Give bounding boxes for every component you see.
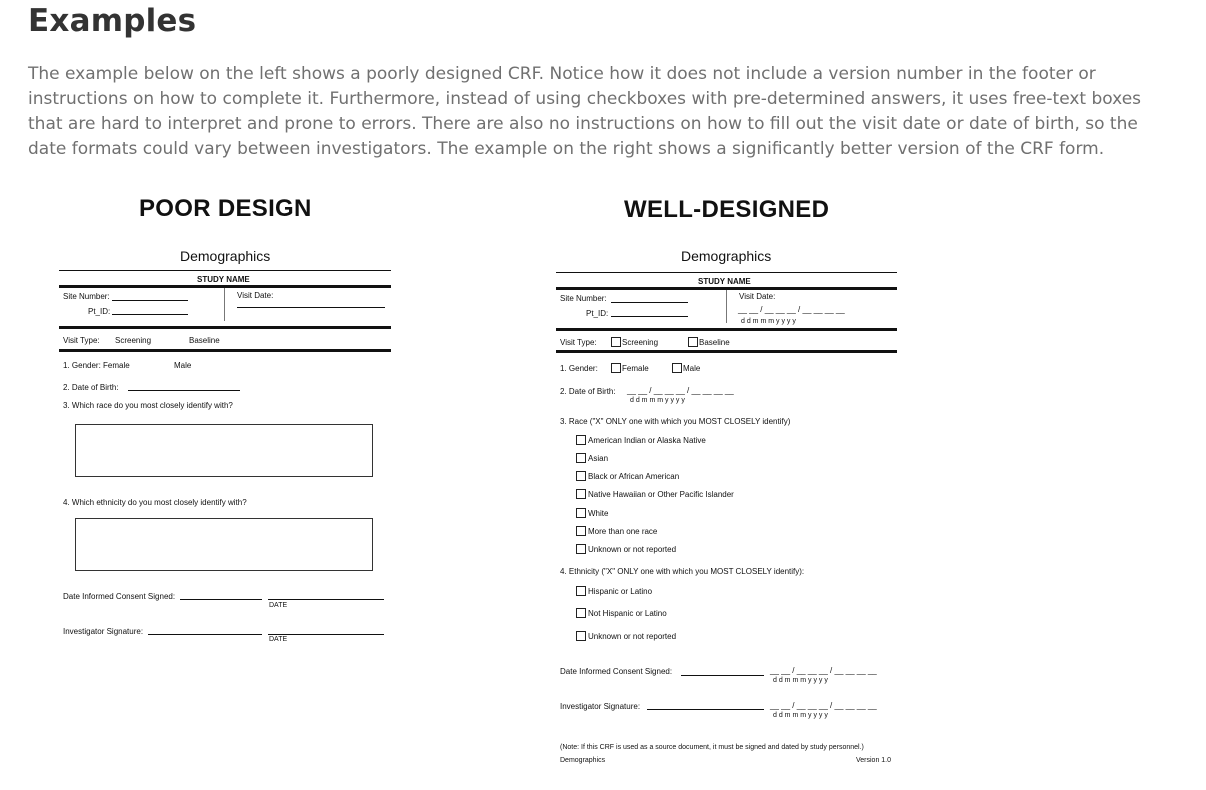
visit-type-label: Visit Type: bbox=[63, 336, 100, 345]
form-title: Demographics bbox=[681, 248, 772, 264]
poor-design-title: POOR DESIGN bbox=[139, 195, 312, 222]
study-name: STUDY NAME bbox=[197, 275, 250, 284]
visit-date-format: d d m m m y y y y bbox=[741, 318, 796, 325]
race-option: Black or African American bbox=[588, 472, 680, 481]
site-number-label: Site Number: bbox=[63, 292, 110, 301]
ethnicity-free-text-box[interactable] bbox=[75, 518, 373, 571]
race-checkbox[interactable] bbox=[576, 453, 586, 463]
race-option: American Indian or Alaska Native bbox=[588, 436, 706, 445]
q2-dob: 2. Date of Birth: bbox=[560, 387, 616, 396]
baseline-label: Baseline bbox=[699, 338, 730, 347]
race-checkbox[interactable] bbox=[576, 508, 586, 518]
study-name: STUDY NAME bbox=[698, 277, 751, 286]
race-checkbox[interactable] bbox=[576, 526, 586, 536]
male-checkbox[interactable] bbox=[672, 363, 682, 373]
site-number-label: Site Number: bbox=[560, 294, 607, 303]
form-title: Demographics bbox=[180, 248, 271, 264]
race-option: Asian bbox=[588, 454, 609, 463]
date-label: DATE bbox=[269, 636, 288, 643]
well-crf-form bbox=[554, 246, 900, 768]
q2-dob: 2. Date of Birth: bbox=[63, 383, 119, 392]
investigator-label: Investigator Signature: bbox=[560, 702, 641, 711]
well-designed-title: WELL-DESIGNED bbox=[624, 196, 830, 223]
ethnicity-option: Not Hispanic or Latino bbox=[588, 609, 667, 618]
footer-form-name: Demographics bbox=[560, 757, 606, 764]
date-label: DATE bbox=[269, 602, 288, 609]
race-option: White bbox=[588, 509, 609, 518]
female-label: Female bbox=[622, 364, 649, 373]
race-checkbox[interactable] bbox=[576, 435, 586, 445]
poor-crf-form bbox=[58, 245, 394, 650]
dob-blanks: __ __ / __ __ __ / __ __ __ __ bbox=[627, 386, 734, 395]
male-label: Male bbox=[174, 361, 192, 370]
ethnicity-checkbox[interactable] bbox=[576, 586, 586, 596]
screening-checkbox[interactable] bbox=[611, 337, 621, 347]
visit-date-label: Visit Date: bbox=[237, 291, 274, 300]
q1-gender: 1. Gender: bbox=[560, 364, 598, 373]
race-checkbox[interactable] bbox=[576, 544, 586, 554]
dob-format: d d m m m y y y y bbox=[630, 397, 685, 404]
ethnicity-checkbox[interactable] bbox=[576, 631, 586, 641]
race-checkbox[interactable] bbox=[576, 471, 586, 481]
source-document-note: (Note: If this CRF is used as a source document, it must be signed and dated by study personnel.) bbox=[560, 744, 864, 751]
consent-label: Date Informed Consent Signed: bbox=[560, 667, 673, 676]
race-checkbox[interactable] bbox=[576, 489, 586, 499]
q3-race: 3. Race ("X" ONLY one with which you MOST CLOSELY identify) bbox=[560, 417, 791, 426]
intro-paragraph: The example below on the left shows a poorly designed CRF. Notice how it does not include a version number in the footer or instructions on how to complete it. Furthermore, instead of using checkboxes with pre-determined answers, it uses free-text boxes that are hard to interpret and prone to errors. There are also no instructions on how to fill out the visit date or date of birth, so the date formats could vary between investigators. The example on the right shows a significantly better version of the CRF form. bbox=[28, 64, 1142, 159]
page-heading: Examples bbox=[28, 3, 197, 39]
female-checkbox[interactable] bbox=[611, 363, 621, 373]
investigator-date-format: d d m m m y y y y bbox=[773, 712, 828, 719]
q3-race: 3. Which race do you most closely identify with? bbox=[63, 401, 233, 410]
male-label: Male bbox=[683, 364, 701, 373]
ethnicity-checkbox[interactable] bbox=[576, 608, 586, 618]
q4-ethnicity: 4. Which ethnicity do you most closely identify with? bbox=[63, 498, 247, 507]
ethnicity-option: Hispanic or Latino bbox=[588, 587, 653, 596]
screening-label: Screening bbox=[115, 336, 152, 345]
investigator-label: Investigator Signature: bbox=[63, 627, 144, 636]
q1-gender: 1. Gender: Female bbox=[63, 361, 130, 370]
screening-label: Screening bbox=[622, 338, 659, 347]
visit-type-label: Visit Type: bbox=[560, 338, 597, 347]
consent-date-blanks: __ __ / __ __ __ / __ __ __ __ bbox=[770, 666, 877, 675]
baseline-checkbox[interactable] bbox=[688, 337, 698, 347]
baseline-label: Baseline bbox=[189, 336, 220, 345]
visit-date-blanks: __ __ / __ __ __ / __ __ __ __ bbox=[738, 305, 845, 314]
consent-date-format: d d m m m y y y y bbox=[773, 677, 828, 684]
race-option: More than one race bbox=[588, 527, 658, 536]
ethnicity-option: Unknown or not reported bbox=[588, 632, 677, 641]
footer-version: Version 1.0 bbox=[856, 757, 892, 764]
race-option: Unknown or not reported bbox=[588, 545, 677, 554]
visit-date-label: Visit Date: bbox=[739, 292, 776, 301]
q4-ethnicity: 4. Ethnicity ("X" ONLY one with which you MOST CLOSELY identify): bbox=[560, 567, 805, 576]
consent-label: Date Informed Consent Signed: bbox=[63, 592, 176, 601]
pt-id-label: Pt_ID: bbox=[88, 307, 111, 316]
race-option: Native Hawaiian or Other Pacific Islander bbox=[588, 490, 734, 499]
race-free-text-box[interactable] bbox=[75, 424, 373, 477]
investigator-date-blanks: __ __ / __ __ __ / __ __ __ __ bbox=[770, 701, 877, 710]
pt-id-label: Pt_ID: bbox=[586, 309, 609, 318]
